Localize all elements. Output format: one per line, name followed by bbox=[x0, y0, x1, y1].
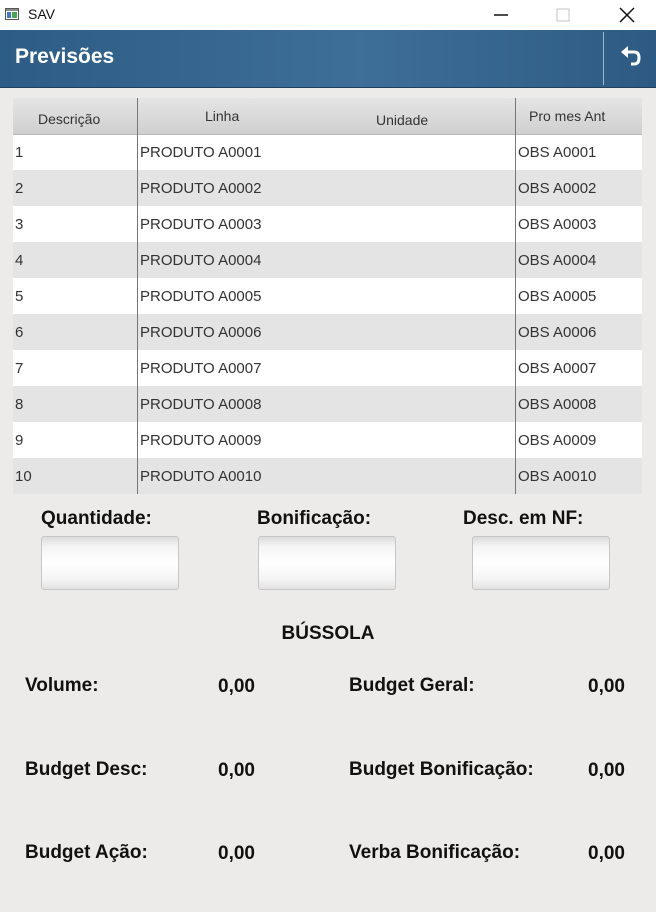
row-pro-mes-ant: OBS A0002 bbox=[518, 180, 597, 197]
app-header bbox=[0, 30, 656, 88]
budget-bonificacao-value: 0,00 bbox=[588, 760, 625, 781]
row-linha: PRODUTO A0001 bbox=[140, 144, 262, 161]
desc-nf-label: Desc. em NF: bbox=[463, 508, 584, 529]
row-descricao: 10 bbox=[15, 468, 32, 485]
row-pro-mes-ant: OBS A0006 bbox=[518, 324, 597, 341]
budget-acao-value: 0,00 bbox=[218, 843, 255, 864]
column-header-pro-mes-ant[interactable]: Pro mes Ant bbox=[529, 108, 606, 124]
maximize-button bbox=[540, 0, 586, 30]
row-descricao: 9 bbox=[15, 432, 24, 449]
quantidade-input[interactable] bbox=[41, 536, 179, 590]
volume-label: Volume: bbox=[25, 675, 99, 696]
grid-header bbox=[13, 98, 642, 135]
budget-geral-label: Budget Geral: bbox=[349, 675, 475, 696]
row-descricao: 8 bbox=[15, 396, 24, 413]
row-linha: PRODUTO A0002 bbox=[140, 180, 262, 197]
column-header-unidade[interactable]: Unidade bbox=[376, 112, 429, 128]
table-row[interactable] bbox=[13, 386, 642, 422]
volume-value: 0,00 bbox=[218, 676, 255, 697]
row-descricao: 5 bbox=[15, 288, 24, 305]
app-window-icon bbox=[5, 8, 19, 20]
minimize-button[interactable] bbox=[478, 0, 524, 30]
table-row[interactable] bbox=[13, 350, 642, 386]
row-linha: PRODUTO A0006 bbox=[140, 324, 262, 341]
desc-nf-input[interactable] bbox=[472, 536, 610, 590]
budget-geral-value: 0,00 bbox=[588, 676, 625, 697]
column-header-descricao[interactable]: Descrição bbox=[38, 111, 101, 127]
row-descricao: 2 bbox=[15, 180, 24, 197]
column-divider bbox=[137, 98, 138, 494]
row-pro-mes-ant: OBS A0009 bbox=[518, 432, 597, 449]
column-divider bbox=[515, 98, 516, 494]
table-row[interactable] bbox=[13, 170, 642, 206]
close-button[interactable] bbox=[604, 0, 650, 30]
table-row[interactable] bbox=[13, 458, 642, 494]
row-linha: PRODUTO A0010 bbox=[140, 468, 262, 485]
close-icon bbox=[619, 7, 635, 23]
window-title: SAV bbox=[28, 6, 55, 22]
row-linha: PRODUTO A0003 bbox=[140, 216, 262, 233]
row-pro-mes-ant: OBS A0004 bbox=[518, 252, 597, 269]
bonificacao-input[interactable] bbox=[258, 536, 396, 590]
quantidade-label: Quantidade: bbox=[41, 508, 152, 529]
row-linha: PRODUTO A0009 bbox=[140, 432, 262, 449]
bonificacao-label: Bonificação: bbox=[257, 508, 372, 529]
budget-bonificacao-label: Budget Bonificação: bbox=[349, 759, 534, 780]
maximize-icon bbox=[556, 8, 570, 22]
page-title: Previsões bbox=[15, 45, 115, 68]
row-descricao: 3 bbox=[15, 216, 24, 233]
table-row[interactable] bbox=[13, 278, 642, 314]
budget-acao-label: Budget Ação: bbox=[25, 842, 148, 863]
row-pro-mes-ant: OBS A0007 bbox=[518, 360, 597, 377]
window-titlebar bbox=[0, 0, 656, 30]
row-descricao: 7 bbox=[15, 360, 24, 377]
budget-desc-label: Budget Desc: bbox=[25, 759, 148, 780]
row-pro-mes-ant: OBS A0010 bbox=[518, 468, 597, 485]
row-pro-mes-ant: OBS A0003 bbox=[518, 216, 597, 233]
column-header-linha[interactable]: Linha bbox=[205, 108, 240, 124]
row-descricao: 1 bbox=[15, 144, 24, 161]
row-pro-mes-ant: OBS A0008 bbox=[518, 396, 597, 413]
table-row[interactable] bbox=[13, 242, 642, 278]
row-descricao: 4 bbox=[15, 252, 24, 269]
verba-bonificacao-value: 0,00 bbox=[588, 843, 625, 864]
row-pro-mes-ant: OBS A0005 bbox=[518, 288, 597, 305]
budget-desc-value: 0,00 bbox=[218, 760, 255, 781]
row-linha: PRODUTO A0007 bbox=[140, 360, 262, 377]
undo-arrow-icon bbox=[604, 30, 656, 87]
bussola-title: BÚSSOLA bbox=[281, 623, 375, 644]
row-linha: PRODUTO A0004 bbox=[140, 252, 262, 269]
verba-bonificacao-label: Verba Bonificação: bbox=[349, 842, 521, 863]
table-row[interactable] bbox=[13, 314, 642, 350]
row-linha: PRODUTO A0008 bbox=[140, 396, 262, 413]
back-button[interactable] bbox=[604, 30, 656, 87]
forecast-grid bbox=[13, 98, 642, 494]
table-row[interactable] bbox=[13, 206, 642, 242]
row-pro-mes-ant: OBS A0001 bbox=[518, 144, 597, 161]
row-descricao: 6 bbox=[15, 324, 24, 341]
row-linha: PRODUTO A0005 bbox=[140, 288, 262, 305]
minimize-icon bbox=[493, 7, 509, 23]
table-row[interactable] bbox=[13, 422, 642, 458]
table-row[interactable] bbox=[13, 134, 642, 170]
